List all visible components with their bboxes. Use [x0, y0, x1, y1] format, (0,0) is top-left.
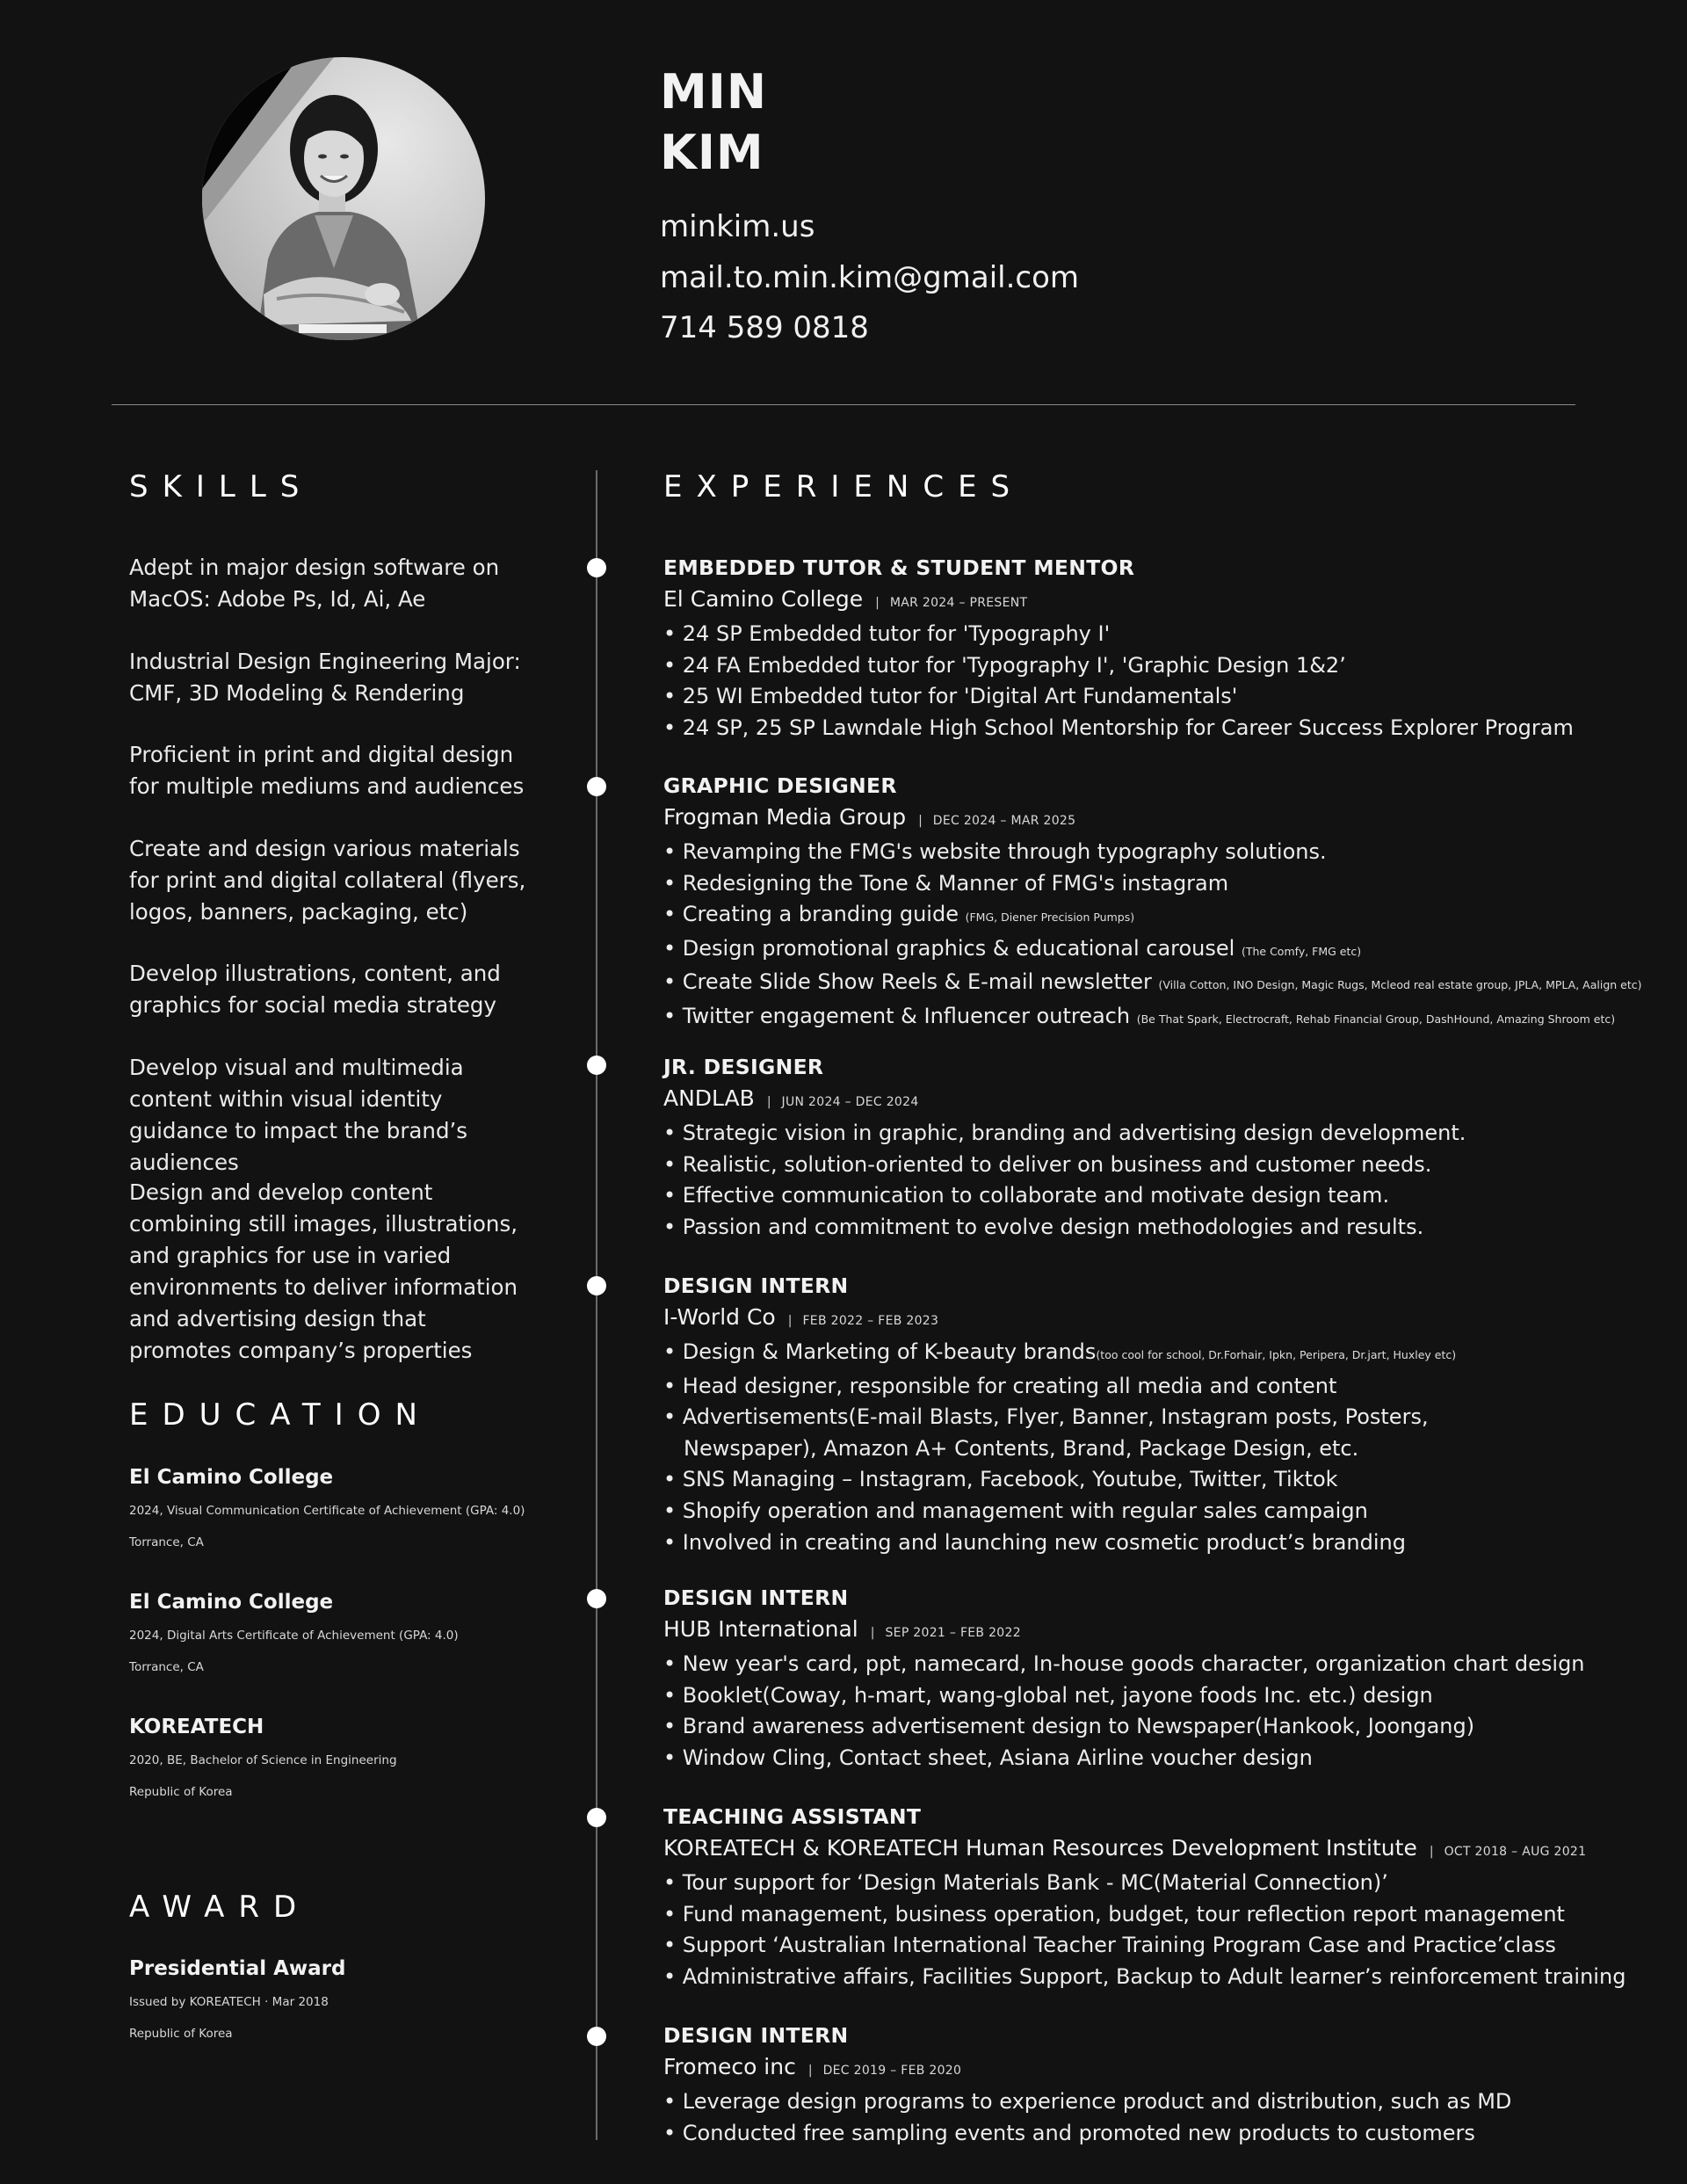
job-bullets: [663, 1649, 1665, 1774]
job-org-line: [663, 1302, 1665, 1337]
job-separator: |: [766, 1095, 771, 1109]
profile-photo: [202, 57, 485, 340]
skill-item: Adept in major design software on MacOS: Adobe Ps, Id, Ai, Ae: [129, 555, 500, 612]
job-organization: HUB International: [663, 1616, 858, 1642]
job-title: EMBEDDED TUTOR & STUDENT MENTOR: [663, 555, 1135, 580]
job-title: DESIGN INTERN: [663, 1273, 849, 1298]
job-separator: |: [1429, 1845, 1434, 1859]
job-bullet: • 24 FA Embedded tutor for 'Typography I', 'Graphic Design 1&2’: [663, 652, 1346, 678]
name-last: KIM: [660, 125, 764, 180]
education-school: El Camino College: [129, 1591, 334, 1614]
job-dates: OCT 2018 – AUG 2021: [1444, 1845, 1587, 1859]
job-org-line: [663, 802, 1665, 837]
job-separator: |: [787, 1314, 793, 1328]
job-title: GRAPHIC DESIGNER: [663, 773, 897, 798]
education-location: Republic of Korea: [129, 1785, 233, 1799]
skill-item: Design and develop content combining still images, illustrations, and graphics for use in varied environments to deliver information and advertising design that promotes company’s properties: [129, 1179, 518, 1363]
education-location: Torrance, CA: [129, 1660, 204, 1674]
experience-entry: [663, 1801, 1665, 1992]
job-bullet: • Conducted free sampling events and promoted new products to customers: [663, 2120, 1475, 2145]
job-bullet: • SNS Managing – Instagram, Facebook, Youtube, Twitter, Tiktok: [663, 1467, 1338, 1492]
job-bullets: [663, 1868, 1665, 1992]
job-bullet: • Tour support for ‘Design Materials Bank - MC(Material Connection)’: [663, 1870, 1388, 1895]
job-bullet-note: (Be That Spark, Electrocraft, Rehab Financial Group, DashHound, Amazing Shroom etc): [1136, 1012, 1616, 1026]
job-bullets: [663, 1337, 1665, 1558]
experience-entry: [663, 770, 1665, 1035]
job-bullet: • Strategic vision in graphic, branding and advertising design development.: [663, 1121, 1466, 1145]
job-bullet: • Creating a branding guide (FMG, Diener Precision Pumps): [663, 902, 1135, 927]
job-dates: FEB 2022 – FEB 2023: [802, 1314, 939, 1328]
timeline-dot: [587, 2027, 606, 2046]
name-first: MIN: [660, 64, 768, 120]
skill-item: Industrial Design Engineering Major: CMF, 3D Modeling & Rendering: [129, 649, 521, 706]
education-school: KOREATECH: [129, 1716, 264, 1738]
job-org-line: [663, 1083, 1665, 1118]
skill-item: Proficient in print and digital design for multiple mediums and audiences: [129, 742, 525, 799]
phone-number: 714 589 0818: [660, 310, 869, 345]
job-bullets: [663, 619, 1665, 744]
job-org-line: [663, 2051, 1665, 2086]
job-bullet-note: (The Comfy, FMG etc): [1241, 944, 1362, 958]
website-link[interactable]: minkim.us: [660, 209, 815, 244]
education-school: El Camino College: [129, 1466, 334, 1489]
timeline-dot: [587, 1589, 606, 1608]
job-bullet: • Redesigning the Tone & Manner of FMG's instagram: [663, 870, 1229, 896]
job-bullet: • Design & Marketing of K-beauty brands(too cool for school, Dr.Forhair, Ipkn, Peripera, Dr.jart, Huxley etc): [663, 1339, 1457, 1364]
job-bullet: • Involved in creating and launching new cosmetic product’s branding: [663, 1529, 1406, 1555]
job-bullet: • Window Cling, Contact sheet, Asiana Airline voucher design: [663, 1745, 1313, 1770]
job-dates: DEC 2019 – FEB 2020: [822, 2064, 962, 2078]
job-bullet: • Revamping the FMG's website through typography solutions.: [663, 839, 1327, 864]
job-title: TEACHING ASSISTANT: [663, 1804, 922, 1829]
experience-entry: [663, 1051, 1665, 1243]
job-bullet: • Realistic, solution-oriented to deliver on business and customer needs.: [663, 1151, 1432, 1177]
job-bullet: • Passion and commitment to evolve design methodologies and results.: [663, 1214, 1424, 1239]
job-bullet-note: (too cool for school, Dr.Forhair, Ipkn, Peripera, Dr.jart, Huxley etc): [1096, 1348, 1457, 1361]
job-bullet: • Effective communication to collaborate and motivate design team.: [663, 1183, 1390, 1208]
job-organization: KOREATECH & KOREATECH Human Resources Development Institute: [663, 1835, 1417, 1861]
job-bullet-note: (FMG, Diener Precision Pumps): [965, 911, 1135, 925]
job-bullet: • Support ‘Australian International Teacher Training Program Case and Practice’class: [663, 1933, 1556, 1958]
job-bullet: • 25 WI Embedded tutor for 'Digital Art Fundamentals': [663, 684, 1238, 709]
job-bullet: • New year's card, ppt, namecard, In-house goods character, organization chart design: [663, 1651, 1585, 1676]
job-organization: I-World Co: [663, 1304, 776, 1330]
skill-item: Create and design various materials for print and digital collateral (flyers, logos, banners, packaging, etc): [129, 836, 526, 925]
job-dates: MAR 2024 – PRESENT: [889, 596, 1028, 610]
timeline-dot: [587, 1808, 606, 1827]
job-bullets: [663, 2086, 1665, 2149]
experience-entry: [663, 1270, 1665, 1558]
timeline-dot: [587, 1276, 606, 1295]
job-bullet: • Head designer, responsible for creating all media and content: [663, 1373, 1337, 1398]
skills-heading: SKILLS: [129, 469, 314, 504]
skill-item: Develop visual and multimedia content within visual identity guidance to impact the brand’s audiences: [129, 1055, 468, 1175]
job-bullet: • Advertisements(E-mail Blasts, Flyer, Banner, Instagram posts, Posters, Newspaper), Amazon A+ Contents, Brand, Package Design, etc.: [663, 1404, 1429, 1461]
job-bullet: • Design promotional graphics & educational carousel (The Comfy, FMG etc): [663, 935, 1362, 961]
job-dates: SEP 2021 – FEB 2022: [885, 1626, 1021, 1640]
skill-item: Develop illustrations, content, and graphics for social media strategy: [129, 961, 501, 1018]
award-name: Presidential Award: [129, 1957, 346, 1980]
job-org-line: [663, 584, 1665, 619]
education-location: Torrance, CA: [129, 1535, 204, 1549]
job-bullet: • Fund management, business operation, budget, tour reflection report management: [663, 1901, 1565, 1926]
job-bullet: • Create Slide Show Reels & E-mail newsletter (Villa Cotton, INO Design, Magic Rugs, Mcleod real estate group, JPLA, MPLA, Aalign etc): [663, 969, 1642, 995]
award-location: Republic of Korea: [129, 2027, 233, 2041]
header-divider: [112, 404, 1575, 405]
job-bullets: [663, 1118, 1665, 1243]
timeline-line: [596, 470, 597, 2140]
job-organization: El Camino College: [663, 586, 864, 612]
award-detail: Issued by KOREATECH · Mar 2018: [129, 1995, 329, 2009]
experiences-heading: EXPERIENCES: [663, 469, 1025, 504]
job-organization: Frogman Media Group: [663, 804, 907, 830]
job-bullets: [663, 837, 1665, 1035]
job-separator: |: [870, 1626, 875, 1640]
job-separator: |: [918, 814, 923, 828]
job-bullet: • Administrative affairs, Facilities Support, Backup to Adult learner’s reinforcement training: [663, 1963, 1626, 1989]
job-bullet: • 24 SP Embedded tutor for 'Typography I': [663, 621, 1111, 646]
timeline-dot: [587, 1056, 606, 1075]
experience-entry: [663, 552, 1665, 744]
job-bullet: • Twitter engagement & Influencer outreach (Be That Spark, Electrocraft, Rehab Financial Group, DashHound, Amazing Shroom etc): [663, 1003, 1616, 1028]
job-org-line: [663, 1832, 1665, 1868]
job-organization: Fromeco inc: [663, 2054, 796, 2079]
job-title: DESIGN INTERN: [663, 1585, 849, 1610]
job-bullet: • Shopify operation and management with regular sales campaign: [663, 1498, 1368, 1523]
education-detail: 2024, Digital Arts Certificate of Achievement (GPA: 4.0): [129, 1629, 459, 1643]
job-title: DESIGN INTERN: [663, 2023, 849, 2048]
email-link[interactable]: mail.to.min.kim@gmail.com: [660, 260, 1080, 295]
job-org-line: [663, 1614, 1665, 1649]
timeline-dot: [587, 558, 606, 577]
education-heading: EDUCATION: [129, 1397, 431, 1433]
education-detail: 2020, BE, Bachelor of Science in Engineering: [129, 1753, 397, 1767]
job-bullet-note: (Villa Cotton, INO Design, Magic Rugs, Mcleod real estate group, JPLA, MPLA, Aalign etc): [1158, 978, 1642, 992]
job-bullet: • Brand awareness advertisement design to Newspaper(Hankook, Joongang): [663, 1714, 1475, 1739]
experience-entry: [663, 2020, 1665, 2149]
job-dates: JUN 2024 – DEC 2024: [781, 1095, 919, 1109]
job-bullet: • 24 SP, 25 SP Lawndale High School Mentorship for Career Success Explorer Program: [663, 715, 1574, 740]
job-dates: DEC 2024 – MAR 2025: [932, 814, 1076, 828]
job-bullet: • Booklet(Coway, h-mart, wang-global net, jayone foods Inc. etc.) design: [663, 1682, 1433, 1708]
education-detail: 2024, Visual Communication Certificate of Achievement (GPA: 4.0): [129, 1504, 525, 1518]
experience-entry: [663, 1582, 1665, 1774]
job-title: JR. DESIGNER: [663, 1055, 824, 1079]
timeline-dot: [587, 777, 606, 796]
job-separator: |: [807, 2064, 813, 2078]
award-heading: AWARD: [129, 1890, 311, 1925]
job-separator: |: [875, 596, 880, 610]
portrait-photo-icon: [202, 57, 485, 340]
job-organization: ANDLAB: [663, 1085, 755, 1111]
job-bullet: • Leverage design programs to experience product and distribution, such as MD: [663, 2089, 1512, 2114]
